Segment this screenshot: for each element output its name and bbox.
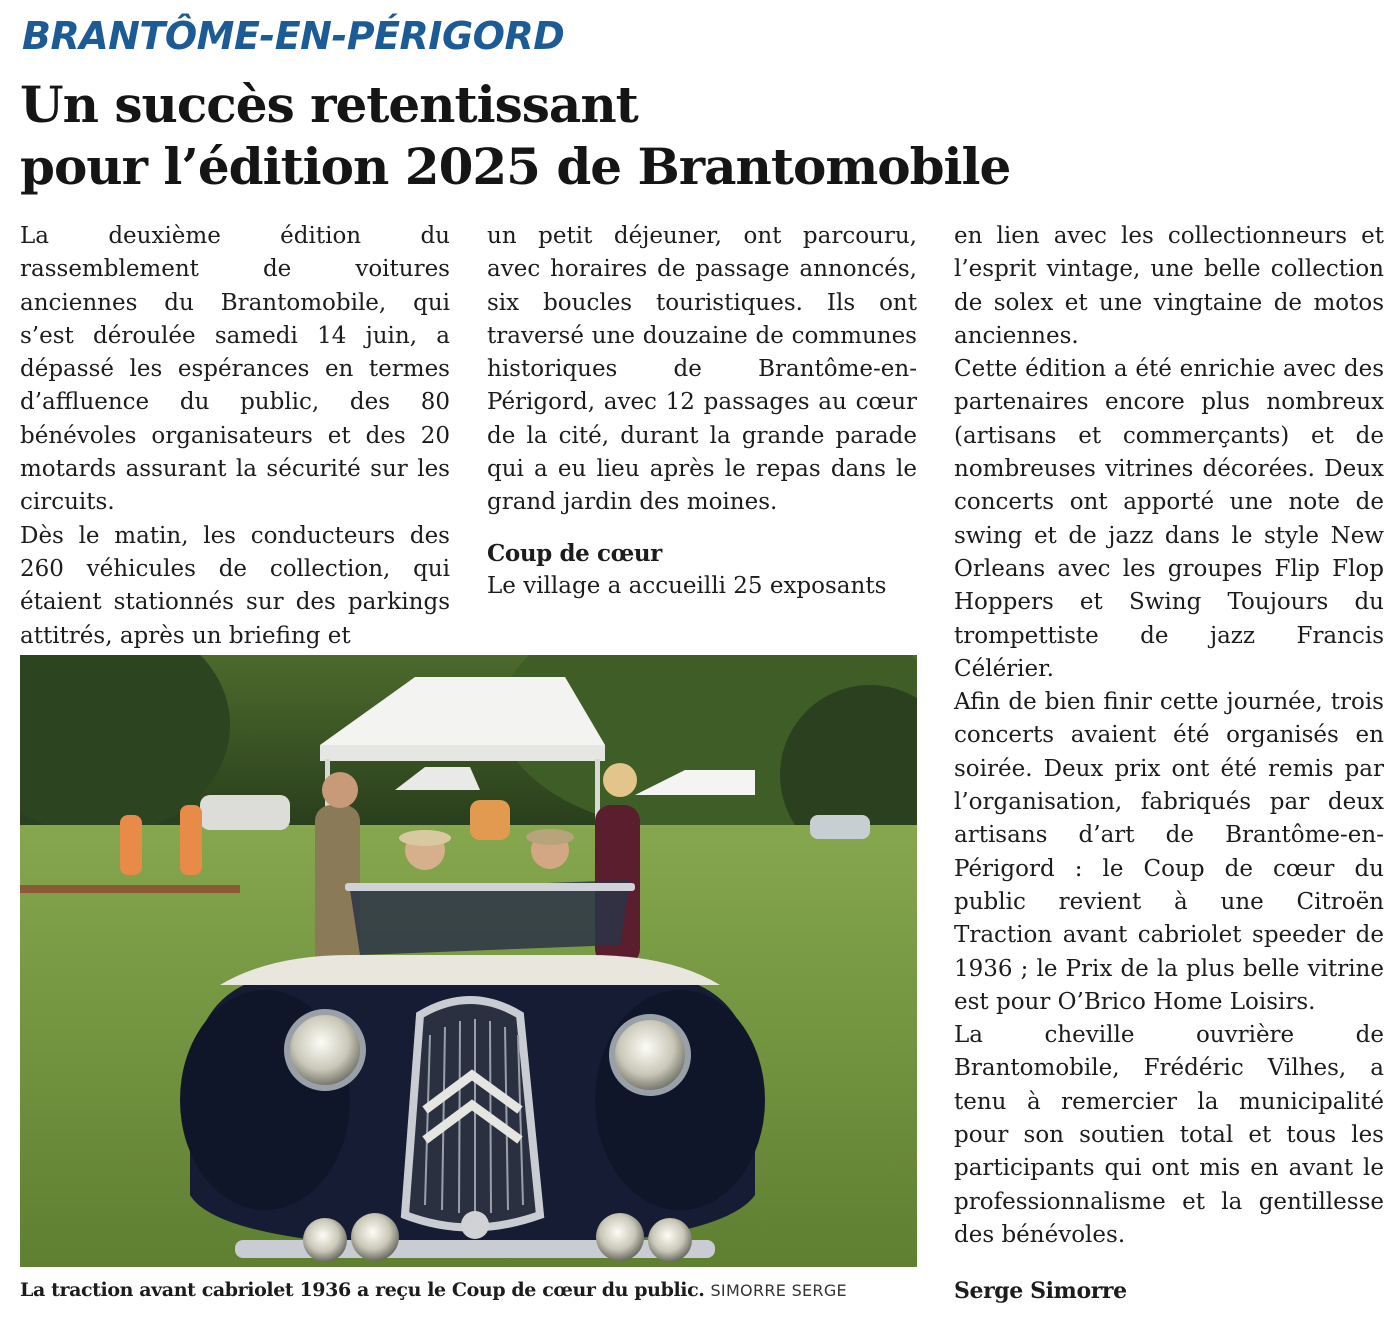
vintage-car-photo-illustration [20,655,917,1267]
subhead-coup-de-coeur: Coup de cœur [487,539,662,567]
photo-caption [20,1279,917,1301]
photo-credit: SIMORRE SERGE [710,1281,847,1300]
article-column-3 [954,220,1384,1252]
paragraph-village-cont: en lien avec les collectionneurs et l’esprit vintage, une belle collection de solex et une vingtaine de motos anciennes. [954,223,1384,349]
paragraph-intro: La deuxième édition du rassemblement de voitures anciennes du Brantomobile, qui s’est déroulée samedi 14 juin, a dépassé les espérances en termes d’affluence du public, des 80 bénévoles organisateurs et des 20 motards assurant la sécurité sur les circuits. [20,223,450,516]
paragraph-morning: Dès le matin, les conducteurs des 260 véhicules de collection, qui étaient stationnés sur des parkings attitrés, après un briefing et [20,522,450,649]
section-kicker: BRANTÔME-EN-PÉRIGORD [22,14,565,58]
article-headline [20,74,1010,198]
article-column-1 [20,220,450,653]
headline-line-2: pour l’édition 2025 de Brantomobile [20,137,1011,196]
headline-line-1: Un succès retentissant [20,75,638,134]
article-column-2 [487,220,917,603]
author-byline: Serge Simorre [954,1278,1127,1304]
paragraph-thanks: La cheville ouvrière de Brantomobile, Frédéric Vilhes, a tenu à remercier la municipalité pour son soutien total et tous les participants qui ont mis en avant le professionnalisme et la gentillesse des bénévoles. [954,1022,1384,1248]
paragraph-tour: un petit déjeuner, ont parcouru, avec horaires de passage annoncés, six boucles touristiques. Ils ont traversé une douzaine de communes historiques de Brantôme-en-Périgord, avec 12 passages au cœur de la cité, durant la grande parade qui a eu lieu après le repas dans le grand jardin des moines. [487,223,917,516]
paragraph-village: Le village a accueilli 25 exposants [487,572,887,599]
paragraph-prizes: Afin de bien finir cette journée, trois concerts avaient été organisés en soirée. Deux prix ont été remis par l’organisation, fabriqués par deux artisans d’art de Brantôme-en-Périgord : le Coup de cœur du public revient à une Citroën Traction avant cabriolet speeder de 1936 ; le Prix de la plus belle vitrine est pour O’Brico Home Loisirs. [954,689,1384,1015]
caption-text: La traction avant cabriolet 1936 a reçu le Coup de cœur du public. [20,1279,705,1301]
article-photo [20,655,917,1267]
paragraph-partners: Cette édition a été enrichie avec des partenaires encore plus nombreux (artisans et commerçants) et de nombreuses vitrines décorées. Deux concerts ont apporté une note de swing et de jazz dans le style New Orleans avec les groupes Flip Flop Hoppers et Swing Toujours du trompettiste de jazz Francis Célérier. [954,356,1384,682]
